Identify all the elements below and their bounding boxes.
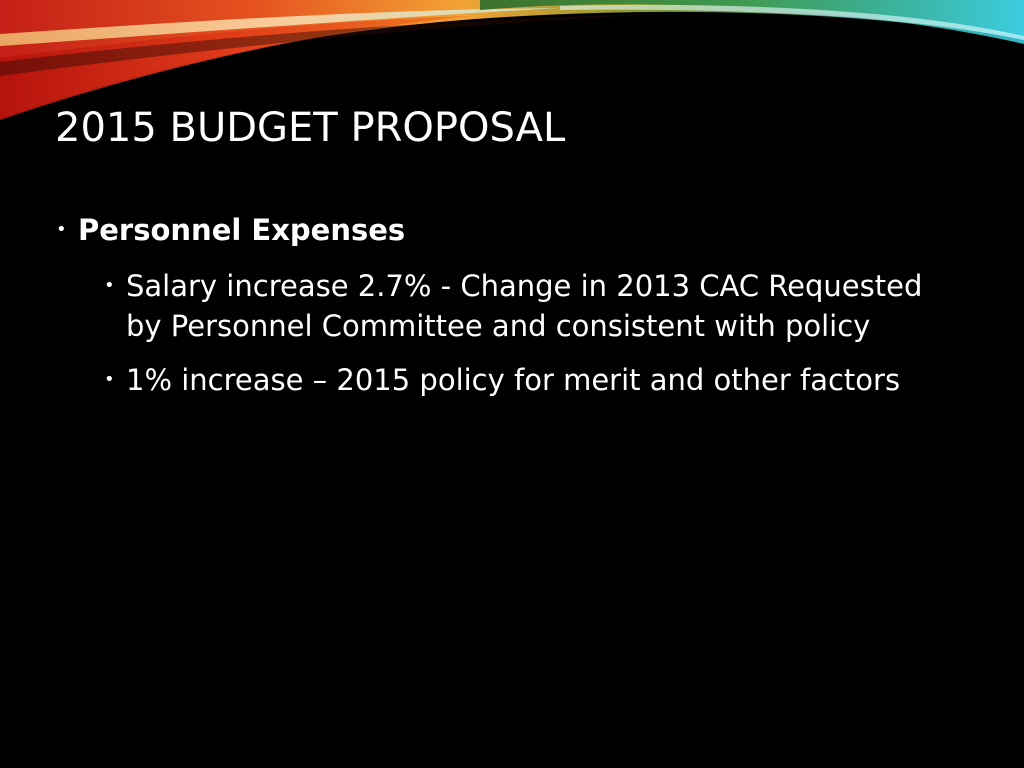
- sub-bullet-text: Salary increase 2.7% - Change in 2013 CAC Requested by Personnel Committee and consistent with policy: [126, 269, 923, 343]
- sub-bullet-marker: •: [104, 275, 115, 296]
- sub-bullet-text: 1% increase – 2015 policy for merit and other factors: [126, 363, 901, 397]
- slide-title: 2015 BUDGET PROPOSAL: [55, 105, 566, 151]
- bullet-marker: •: [56, 219, 67, 240]
- sub-bullet-item: [104, 266, 934, 346]
- bullet-heading: Personnel Expenses: [78, 213, 406, 247]
- bullet-item: [56, 208, 956, 252]
- sub-bullet-marker: •: [104, 369, 115, 390]
- bullet-list: [56, 208, 956, 400]
- sub-bullet-item: [104, 360, 934, 400]
